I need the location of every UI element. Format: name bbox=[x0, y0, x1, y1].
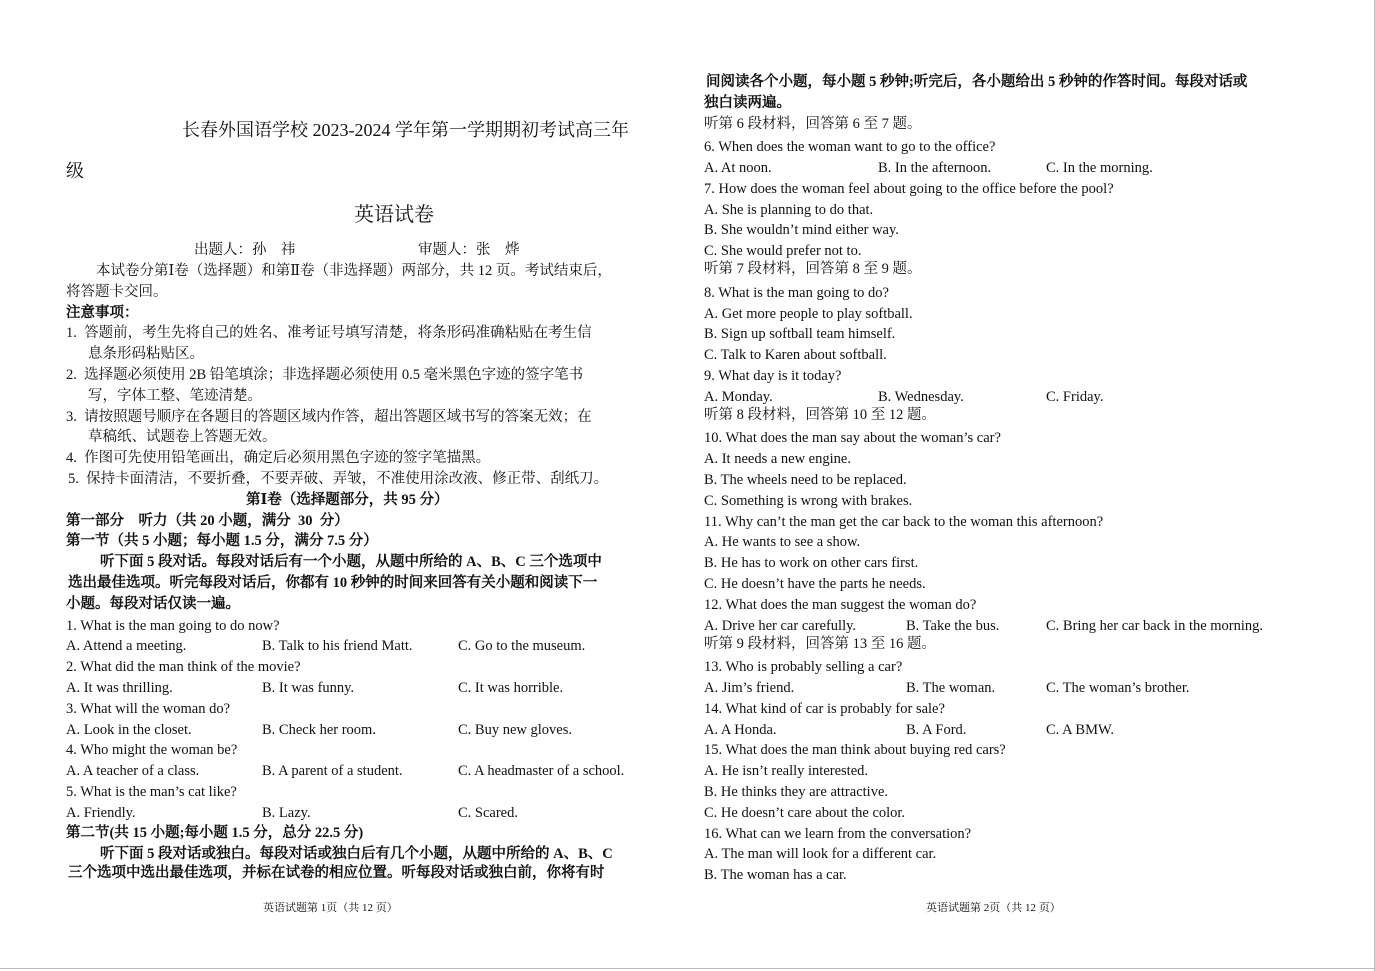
q10-option-b: B. The wheels need to be replaced. bbox=[704, 472, 907, 488]
question-2: 2. What did the man think of the movie? bbox=[66, 659, 301, 675]
section-1-instruction2: 选出最佳选项。听完每段对话后，你都有 10 秒钟的时间来回答有关小题和阅读下一 bbox=[68, 575, 598, 591]
note-2b: 写，字体工整、笔迹清楚。 bbox=[88, 388, 262, 404]
q9-option-c: C. Friday. bbox=[1046, 389, 1104, 405]
q2-option-c: C. It was horrible. bbox=[458, 680, 564, 696]
q16-option-a: A. The man will look for a different car. bbox=[704, 846, 937, 862]
note-3a: 3. 请按照题号顺序在各题目的答题区域内作答，超出答题区域书写的答案无效；在 bbox=[66, 409, 592, 425]
q11-option-c: C. He doesn’t have the parts he needs. bbox=[704, 576, 926, 592]
q3-option-b: B. Check her room. bbox=[262, 722, 376, 738]
section-1-instruction3: 小题。每段对话仅读一遍。 bbox=[66, 596, 240, 612]
section-2-heading: 第二节(共 15 小题;每小题 1.5 分，总分 22.5 分) bbox=[66, 825, 364, 841]
instruction-continued1: 间阅读各个小题，每小题 5 秒钟;听完后，各小题给出 5 秒钟的作答时间。每段对话或 bbox=[706, 74, 1248, 90]
note-1b: 息条形码粘贴区。 bbox=[88, 346, 204, 362]
q3-option-c: C. Buy new gloves. bbox=[458, 722, 572, 738]
q1-option-a: A. Attend a meeting. bbox=[66, 638, 187, 654]
question-12: 12. What does the man suggest the woman do? bbox=[704, 597, 977, 613]
q10-option-c: C. Something is wrong with brakes. bbox=[704, 493, 913, 509]
section-1-instruction1: 听下面 5 段对话。每段对话后有一个小题，从题中所给的 A、B、C 三个选项中 bbox=[100, 554, 602, 570]
question-7: 7. How does the woman feel about going to the office before the pool? bbox=[704, 181, 1114, 197]
q13-option-b: B. The woman. bbox=[906, 680, 996, 696]
q14-option-c: C. A BMW. bbox=[1046, 722, 1114, 738]
q13-option-a: A. Jim’s friend. bbox=[704, 680, 795, 696]
subject-title: 英语试卷 bbox=[354, 204, 434, 226]
material-7-heading: 听第 7 段材料，回答第 8 至 9 题。 bbox=[704, 261, 922, 277]
question-11: 11. Why can’t the man get the car back to the woman this afternoon? bbox=[704, 514, 1104, 530]
q4-option-b: B. A parent of a student. bbox=[262, 763, 403, 779]
q6-option-c: C. In the morning. bbox=[1046, 160, 1153, 176]
question-13: 13. Who is probably selling a car? bbox=[704, 659, 903, 675]
question-10: 10. What does the man say about the woman’s car? bbox=[704, 430, 1001, 446]
q2-option-a: A. It was thrilling. bbox=[66, 680, 173, 696]
q13-option-c: C. The woman’s brother. bbox=[1046, 680, 1190, 696]
q9-option-b: B. Wednesday. bbox=[878, 389, 964, 405]
q1-option-c: C. Go to the museum. bbox=[458, 638, 586, 654]
question-14: 14. What kind of car is probably for sale? bbox=[704, 701, 945, 717]
q4-option-a: A. A teacher of a class. bbox=[66, 763, 200, 779]
material-8-heading: 听第 8 段材料，回答第 10 至 12 题。 bbox=[704, 407, 936, 423]
q5-option-a: A. Friendly. bbox=[66, 805, 136, 821]
q5-option-c: C. Scared. bbox=[458, 805, 518, 821]
q15-option-a: A. He isn’t really interested. bbox=[704, 763, 869, 779]
material-6-heading: 听第 6 段材料，回答第 6 至 7 题。 bbox=[704, 116, 922, 132]
q8-option-b: B. Sign up softball team himself. bbox=[704, 326, 896, 342]
note-5: 5. 保持卡面清洁，不要折叠，不要弄破、弄皱，不准使用涂改液、修正带、刮纸刀。 bbox=[68, 471, 609, 487]
q11-option-b: B. He has to work on other cars first. bbox=[704, 555, 919, 571]
q6-option-b: B. In the afternoon. bbox=[878, 160, 992, 176]
volume-1-heading: 第Ⅰ卷（选择题部分，共 95 分） bbox=[246, 492, 449, 508]
q7-option-a: A. She is planning to do that. bbox=[704, 202, 874, 218]
author: 出题人：孙 祎 bbox=[194, 242, 296, 258]
note-3b: 草稿纸、试题卷上答题无效。 bbox=[88, 429, 277, 445]
note-1a: 1. 答题前，考生先将自己的姓名、准考证号填写清楚，将条形码准确粘贴在考生信 bbox=[66, 325, 592, 341]
q4-option-c: C. A headmaster of a school. bbox=[458, 763, 625, 779]
question-16: 16. What can we learn from the conversation? bbox=[704, 826, 972, 842]
q14-option-a: A. A Honda. bbox=[704, 722, 777, 738]
q12-option-b: B. Take the bus. bbox=[906, 618, 1000, 634]
instruction-continued2: 独白读两遍。 bbox=[704, 95, 791, 111]
reviewer: 审题人：张 烨 bbox=[418, 242, 520, 258]
q7-option-c: C. She would prefer not to. bbox=[704, 243, 862, 259]
note-2a: 2. 选择题必须使用 2B 铅笔填涂；非选择题必须使用 0.5 毫米黑色字迹的签字笔书 bbox=[66, 367, 584, 383]
q2-option-b: B. It was funny. bbox=[262, 680, 355, 696]
q5-option-b: B. Lazy. bbox=[262, 805, 311, 821]
q1-option-b: B. Talk to his friend Matt. bbox=[262, 638, 413, 654]
question-15: 15. What does the man think about buying red cars? bbox=[704, 742, 1006, 758]
q15-option-c: C. He doesn’t care about the color. bbox=[704, 805, 906, 821]
q15-option-b: B. He thinks they are attractive. bbox=[704, 784, 889, 800]
exam-title-line2: 级 bbox=[66, 161, 84, 181]
q6-option-a: A. At noon. bbox=[704, 160, 772, 176]
intro-line1: 本试卷分第Ⅰ卷（选择题）和第Ⅱ卷（非选择题）两部分，共 12 页。考试结束后， bbox=[96, 263, 612, 279]
q9-option-a: A. Monday. bbox=[704, 389, 773, 405]
q12-option-a: A. Drive her car carefully. bbox=[704, 618, 857, 634]
q8-option-c: C. Talk to Karen about softball. bbox=[704, 347, 887, 363]
note-4: 4. 作图可先使用铅笔画出，确定后必须用黑色字迹的签字笔描黑。 bbox=[66, 450, 491, 466]
question-6: 6. When does the woman want to go to the office? bbox=[704, 139, 996, 155]
exam-title-line1: 长春外国语学校 2023-2024 学年第一学期期初考试高三年 bbox=[182, 120, 629, 140]
q14-option-b: B. A Ford. bbox=[906, 722, 967, 738]
q3-option-a: A. Look in the closet. bbox=[66, 722, 192, 738]
question-8: 8. What is the man going to do? bbox=[704, 285, 889, 301]
intro-line2: 将答题卡交回。 bbox=[66, 284, 168, 300]
question-5: 5. What is the man’s cat like? bbox=[66, 784, 237, 800]
question-3: 3. What will the woman do? bbox=[66, 701, 231, 717]
material-9-heading: 听第 9 段材料，回答第 13 至 16 题。 bbox=[704, 636, 936, 652]
question-9: 9. What day is it today? bbox=[704, 368, 842, 384]
section-2-instruction1: 听下面 5 段对话或独白。每段对话或独白后有几个小题，从题中所给的 A、B、C bbox=[100, 846, 613, 862]
question-1: 1. What is the man going to do now? bbox=[66, 618, 280, 634]
q7-option-b: B. She wouldn’t mind either way. bbox=[704, 222, 899, 238]
q12-option-c: C. Bring her car back in the morning. bbox=[1046, 618, 1264, 634]
section-2-instruction2: 三个选项中选出最佳选项，并标在试卷的相应位置。听每段对话或独白前，你将有时 bbox=[68, 865, 605, 881]
q8-option-a: A. Get more people to play softball. bbox=[704, 306, 913, 322]
question-4: 4. Who might the woman be? bbox=[66, 742, 238, 758]
page-footer-1: 英语试题第 1页（共 12 页） bbox=[263, 902, 398, 914]
notes-title: 注意事项： bbox=[66, 305, 139, 321]
section-1-heading: 第一节（共 5 小题；每小题 1.5 分，满分 7.5 分） bbox=[66, 533, 378, 549]
q16-option-b: B. The woman has a car. bbox=[704, 867, 847, 883]
bottom-border bbox=[0, 968, 1375, 969]
page-footer-2: 英语试题第 2页（共 12 页） bbox=[926, 902, 1061, 914]
right-page bbox=[688, 0, 1375, 971]
q11-option-a: A. He wants to see a show. bbox=[704, 534, 861, 550]
part-1-heading: 第一部分 听力（共 20 小题，满分 30 分） bbox=[66, 513, 349, 529]
q10-option-a: A. It needs a new engine. bbox=[704, 451, 851, 467]
